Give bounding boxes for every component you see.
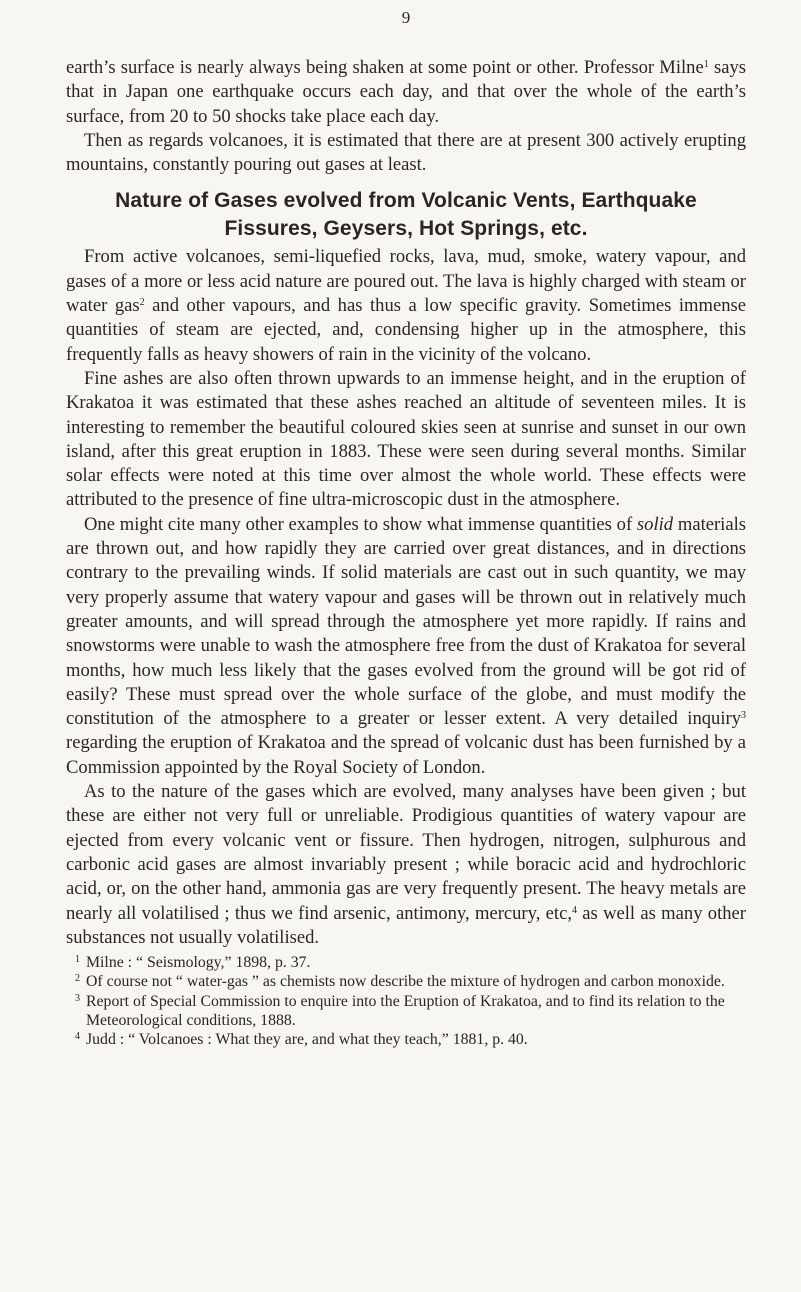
paragraph-text: materials are thrown out, and how rapidly they are carried over great distances, and in directions contrary to the prevailing winds. If solid materials are cast out in such quantity, we may very properly assume that watery vapour and gases will be thrown out in relatively much greater amounts, and will spread through the atmosphere yet more rapidly. If rains and snowstorms were unable to wash the atmosphere free from the dust of Krakatoa for several months, how much less likely that the gases evolved from the ground will be got rid of easily? These must spread over the whole surface of the globe, and must modify the constitution of the atmosphere to a greater or lesser extent. A very detailed inquiry xyxy=(66,513,747,730)
footnote-text: Report of Special Commission to enquire into the Eruption of Krakatoa, and to find its relation to the Meteorological conditions, 1888. xyxy=(86,992,725,1029)
paragraph-text: says that in Japan one earthquake occurs each day, and that over the whole of the earth’s surface, from 20 to 50 shocks take place each day. xyxy=(66,57,746,127)
paragraph-text: and other vapours, and has thus a low specific gravity. Sometimes immense quantities of steam are ejected, and, condensing higher up in the atmosphere, this frequently falls as heavy showers of rain in the vicinity of the volcano. xyxy=(66,295,746,365)
paragraph-text: As to the nature of the gases which are evolved, many analyses have been given ; but these are either not very full or unreliable. Prodigious quantities of watery vapour are ejected from every volcanic vent or fissure. Then hydrogen, nitrogen, sulphurous and carbonic acid gases are almost invariably present ; while boracic acid and hydrochloric acid, or, on the other hand, ammonia gas are very frequently present. The heavy metals are nearly all volatilised ; thus we find arsenic, antimony, mercury, etc, xyxy=(66,781,746,924)
footnote: 3 Report of Special Commission to enquire into the Eruption of Krakatoa, and to find its relation to the Meteorological conditions, 1888. xyxy=(75,992,725,1029)
paragraph-volcanoes: Then as regards volcanoes, it is estimated that there are at present 300 actively erupting mountains, constantly pouring out gases at least. xyxy=(66,129,746,176)
paragraph-text: regarding the eruption of Krakatoa and the spread of volcanic dust has been furnished by a Commission appointed by the Royal Society of London. xyxy=(66,732,746,778)
page-number: 9 xyxy=(401,8,411,27)
footnote-text: Milne : “ Seismology,” 1898, p. 37. xyxy=(86,954,311,972)
paragraph-gas-nature xyxy=(66,780,746,950)
paragraph-text: From active volcanoes, semi-liquefied rocks, lava, mud, smoke, watery vapour, and gases of a more or less acid nature are poured out. The lava is highly charged with steam or water gas xyxy=(66,246,746,317)
paragraph-text: as well as many other substances not usually volatilised. xyxy=(66,902,746,948)
paragraph-lava xyxy=(66,245,746,366)
section-heading: Nature of Gases evolved from Volcanic Vents, Earthquake Fissures, Geysers, Hot Springs, etc. xyxy=(115,189,697,241)
footnote-text: Of course not “ water-gas ” as chemists now describe the mixture of hydrogen and carbon monoxide. xyxy=(86,973,725,991)
footnote: 1 Milne : “ Seismology,” 1898, p. 37. xyxy=(75,954,311,972)
paragraph-text: earth’s surface is nearly always being shaken at some point or other. Professor Milne xyxy=(66,57,704,78)
paragraph-ashes: Fine ashes are also often thrown upwards to an immense height, and in the eruption of Krakatoa it was estimated that these ashes reached an altitude of seventeen miles. It is interesting to remember the beautiful coloured skies seen at sunrise and sunset in our own island, after this great eruption in 1883. These were seen during several months. Similar solar effects were noted at this time over almost the whole world. These effects were attributed to the presence of fine ultra-microscopic dust in the atmosphere. xyxy=(66,367,746,511)
footnote-text: Judd : “ Volcanoes : What they are, and what they teach,” 1881, p. 40. xyxy=(86,1030,528,1048)
paragraph-seismic xyxy=(66,56,746,129)
page-body xyxy=(66,56,746,1049)
footnotes xyxy=(66,953,746,1049)
footnote: 2 Of course not “ water-gas ” as chemists now describe the mixture of hydrogen and carbon monoxide. xyxy=(75,973,725,991)
paragraph-solid xyxy=(66,513,746,780)
footnote: 4 Judd : “ Volcanoes : What they are, and what they teach,” 1881, p. 40. xyxy=(75,1030,528,1048)
footnote-ref-3: 3 xyxy=(741,710,746,722)
emphasis-solid: solid xyxy=(636,513,674,535)
footnote-ref-2: 2 xyxy=(139,297,145,309)
footnote-ref-1: 1 xyxy=(703,59,709,70)
paragraph-text: One might cite many other examples to show what immense quantities of xyxy=(84,513,637,535)
footnote-ref-4: 4 xyxy=(571,904,577,916)
